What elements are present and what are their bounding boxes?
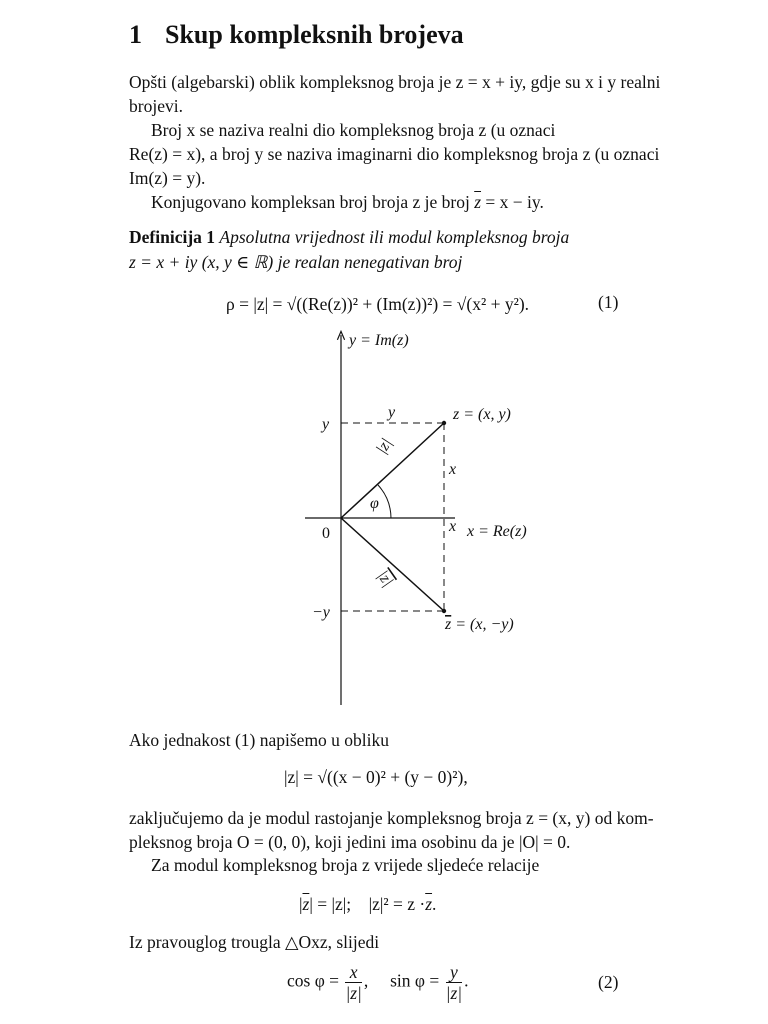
after-figure-line-1: Ako jednakost (1) napišemo u obliku bbox=[129, 730, 390, 750]
section-number: 1 bbox=[129, 20, 142, 49]
eq2-cos-fraction bbox=[345, 962, 361, 1003]
after-figure-line-5: Iz pravouglog trougla △Oxz, slijedi bbox=[129, 932, 380, 952]
eq2-cos-denominator: |z| bbox=[345, 983, 362, 1003]
eq2-cos: cos φ = bbox=[287, 970, 340, 991]
intro-line-5: Im(z) = y). bbox=[129, 168, 206, 188]
conjugate-point bbox=[442, 609, 446, 613]
intro-line-3: Broj x se naziva realni dio kompleksnog broja z (u oznaci bbox=[151, 120, 556, 140]
x-tick-label: x bbox=[449, 518, 457, 535]
definition-label: Definicija 1 bbox=[129, 227, 216, 247]
equation-1-number: (1) bbox=[598, 292, 619, 312]
angle-arc bbox=[378, 485, 391, 518]
vertical-dash-label: x bbox=[449, 461, 457, 478]
conjugate-text-post: = x − iy. bbox=[481, 192, 544, 212]
definition-text-1: Apsolutna vrijednost ili modul kompleksnog broja bbox=[219, 227, 570, 247]
angle-label: φ bbox=[370, 495, 379, 512]
y-tick-label: y bbox=[322, 416, 330, 433]
eq2-sin-numerator: y bbox=[446, 962, 462, 983]
equation-2: cos φ = $\frac{x}{|z|}$ , sin φ = $\frac{y}{|z|}$ . bbox=[287, 962, 469, 1003]
modulus-relations: $|\overline{z}| = |z|$; $|z|^2 = z \cdot\overline{z}$. bbox=[299, 894, 437, 914]
relation-conj-bar: $\overline{z}$ bbox=[302, 894, 310, 914]
z-point-label: z = (x, y) bbox=[453, 406, 511, 423]
conjugate-point-label bbox=[444, 616, 514, 633]
distance-equation: |z| = √((x − 0)² + (y − 0)²), bbox=[284, 767, 468, 787]
x-axis-label: x = Re(z) bbox=[467, 523, 527, 540]
intro-line-1: Opšti (algebarski) oblik kompleksnog broja je z = x + iy, gdje su x i y realni bbox=[129, 72, 661, 92]
eq2-sin: sin φ = bbox=[390, 970, 440, 991]
section-heading bbox=[129, 20, 464, 50]
top-dash-label: y bbox=[388, 404, 396, 421]
equation-1: ρ = |z| = √((Re(z))² + (Im(z))²) = √(x² + y²). bbox=[226, 294, 530, 314]
intro-line-4: Re(z) = x), a broj y se naziva imaginarni dio kompleksnog broja z (u oznaci bbox=[129, 144, 660, 164]
origin-label: 0 bbox=[322, 525, 330, 542]
modulus-vector bbox=[341, 423, 444, 518]
conjugate-point-bar: z bbox=[445, 616, 452, 633]
after-figure-line-2: zaključujemo da je modul rastojanje kompleksnog broja z = (x, y) od kom- bbox=[129, 808, 654, 828]
conjugate-vector bbox=[341, 518, 444, 611]
complex-plane-figure bbox=[0, 325, 768, 710]
relation-b-bar: $\overline{z}$ bbox=[425, 894, 433, 914]
conjugate-symbol: $\overline{z}$ bbox=[474, 192, 482, 212]
intro-line-2: brojevi. bbox=[129, 96, 183, 116]
modulus-label: |z| bbox=[373, 435, 396, 458]
eq2-sin-denominator: |z| bbox=[445, 983, 463, 1003]
conjugate-text-pre: Konjugovano kompleksan broj broja z je broj bbox=[151, 192, 475, 212]
relation-a: | = |z|; bbox=[309, 894, 352, 914]
z-point bbox=[442, 421, 446, 425]
equation-2-number: (2) bbox=[598, 972, 619, 992]
section-title: Skup kompleksnih brojeva bbox=[165, 20, 464, 49]
after-figure-line-4: Za modul kompleksnog broja z vrijede sljedeće relacije bbox=[151, 855, 540, 875]
intro-line-6 bbox=[151, 190, 544, 214]
conjugate-point-coords: = (x, −y) bbox=[451, 616, 514, 633]
definition-line-1 bbox=[129, 225, 569, 249]
relation-b: |z|² = z · bbox=[368, 894, 426, 914]
after-figure-line-3: pleksnog broja O = (0, 0), koji jedini ima osobinu da je |O| = 0. bbox=[129, 832, 571, 852]
conjugate-modulus-label: |z| bbox=[373, 567, 397, 590]
neg-y-tick-label: −y bbox=[312, 604, 330, 621]
eq2-cos-numerator: x bbox=[345, 962, 361, 983]
y-axis-label: y = Im(z) bbox=[349, 332, 409, 349]
eq2-sin-fraction bbox=[446, 962, 462, 1003]
definition-line-2: z = x + iy (x, y ∈ ℝ) je realan nenegativan broj bbox=[129, 252, 463, 272]
